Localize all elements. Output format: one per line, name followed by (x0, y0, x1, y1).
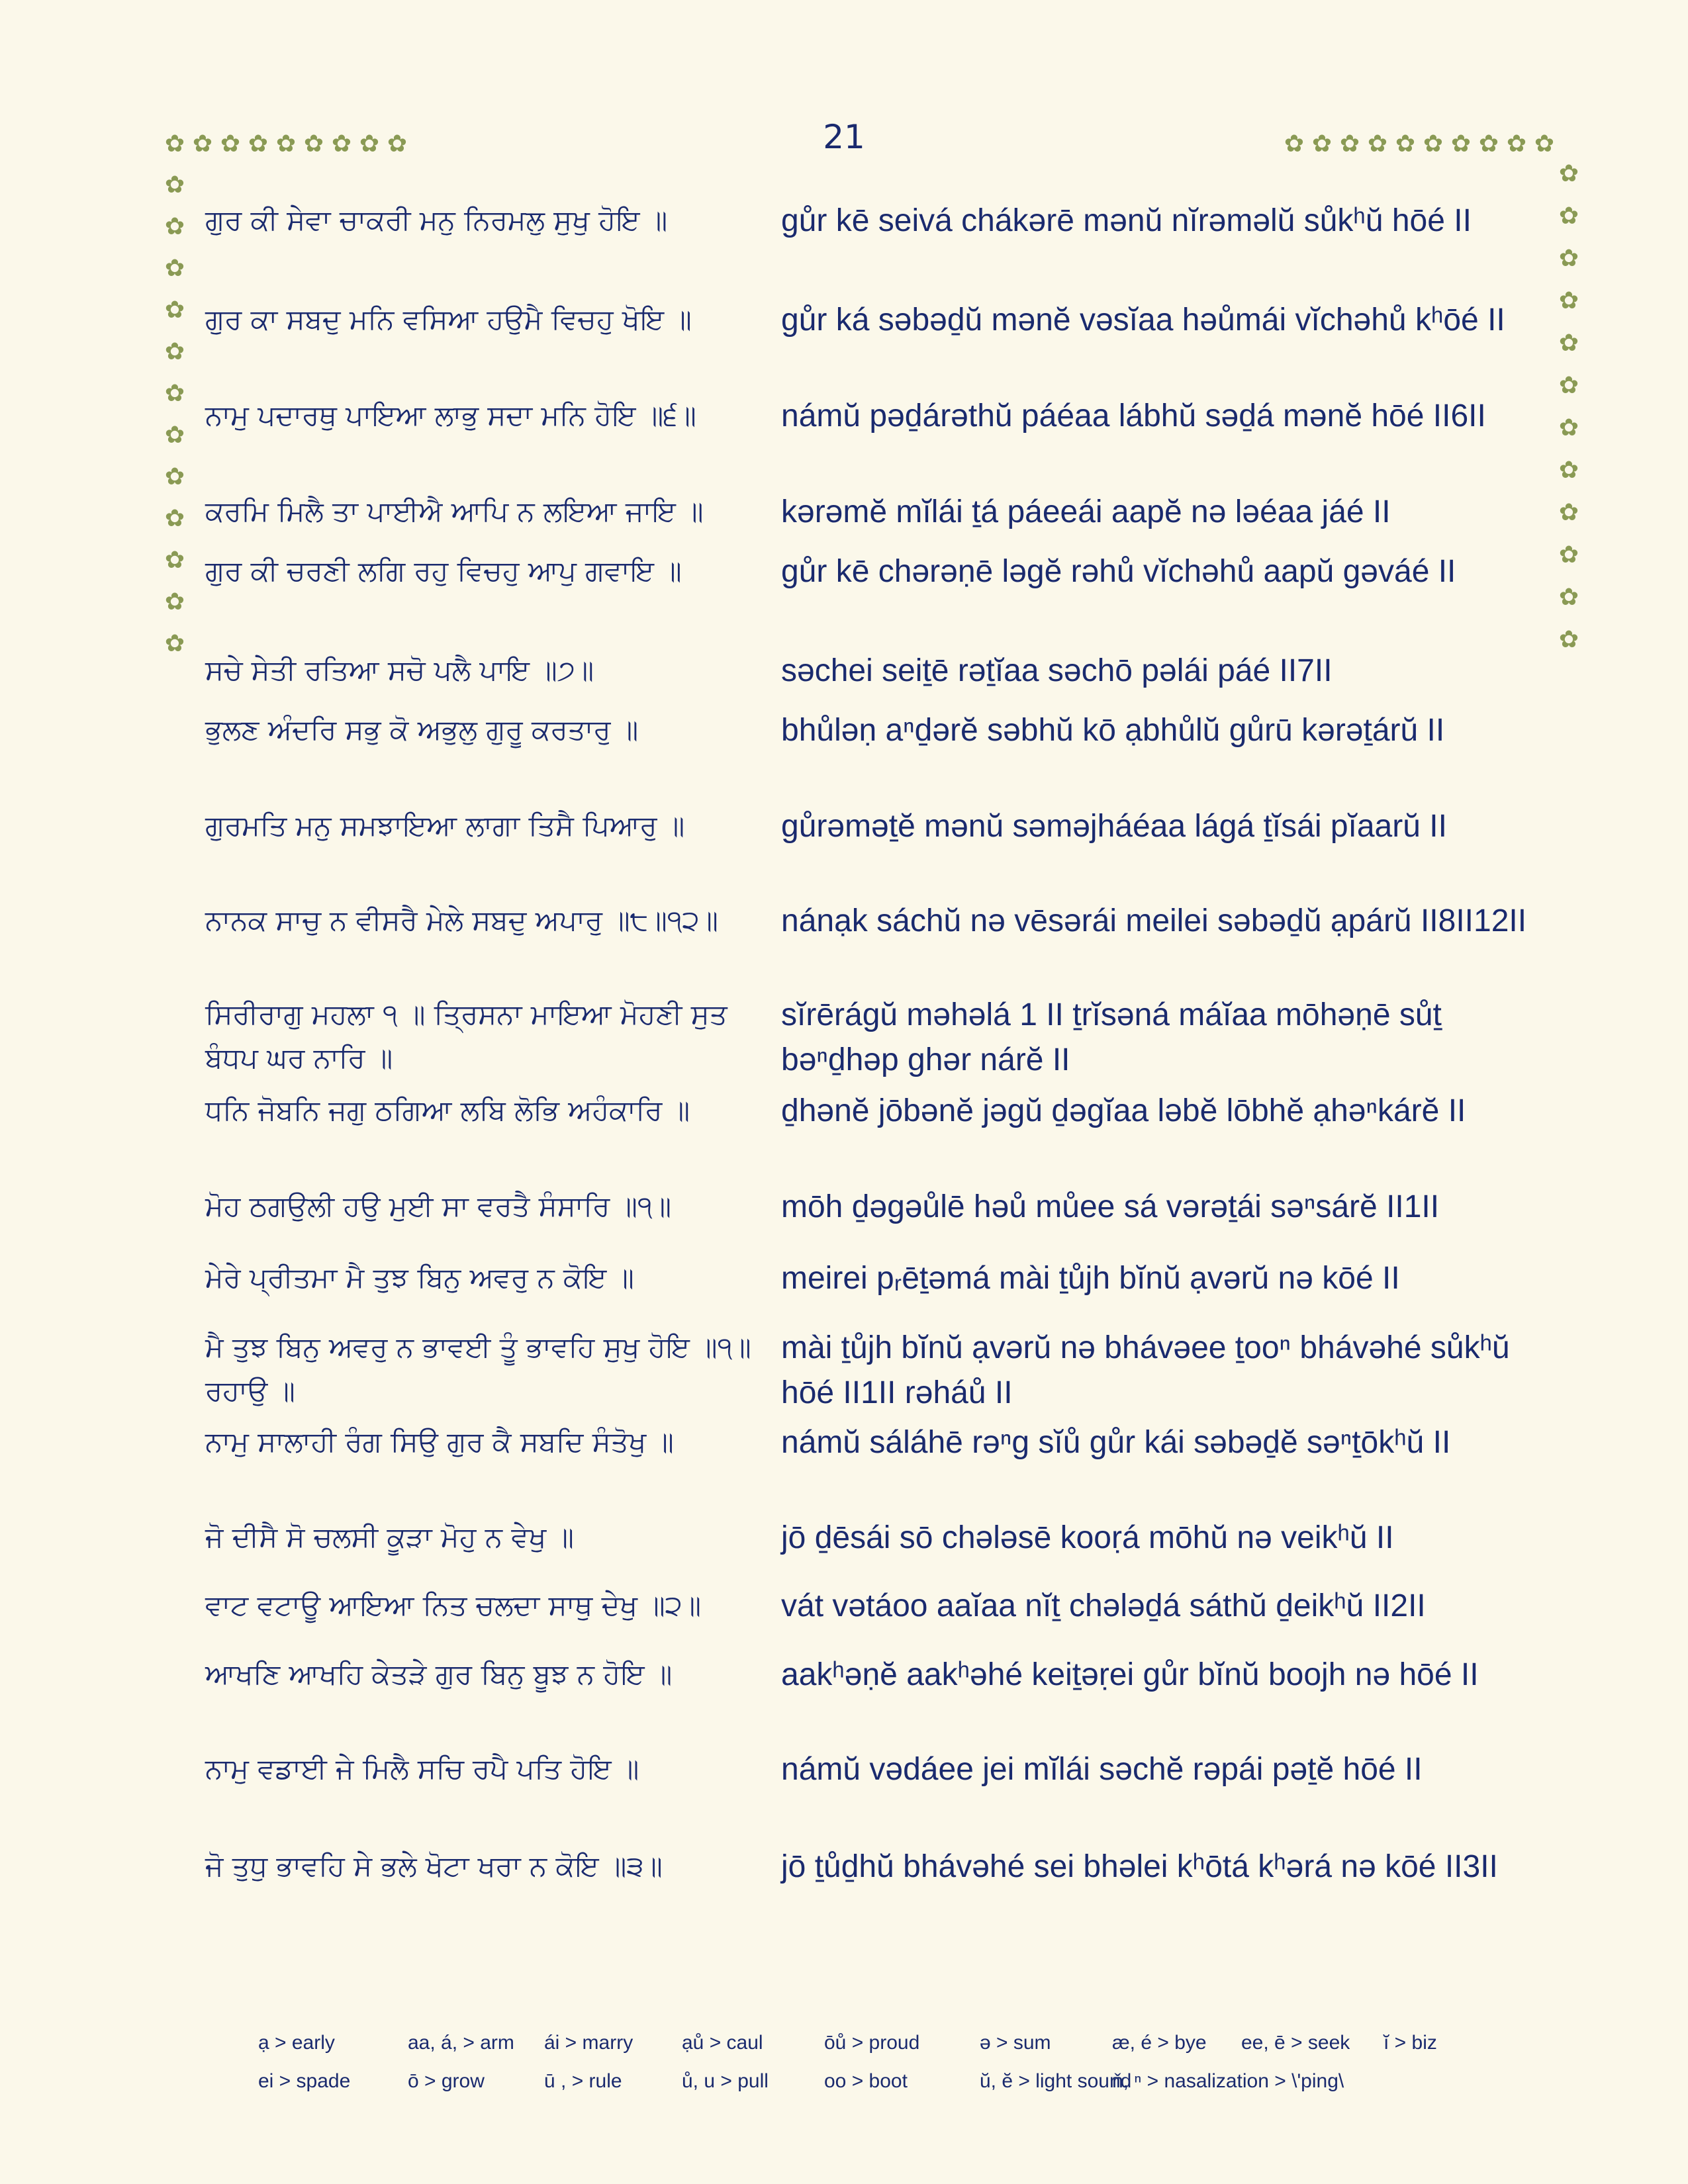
flower-ornament-icon: ✿ (275, 130, 297, 158)
transliteration-line: səchei seiṯē rəṯĭaa səchō pəlái páé II7II (781, 653, 1333, 688)
legend-item: æ, é > bye (1112, 2032, 1207, 2054)
transliteration-line: námŭ pəḏárəthŭ páéaa lábhŭ səḏá mənĕ hōé II6II (781, 398, 1486, 433)
gurmukhi-line: ਜੋ ਤੁਧੁ ਭਾਵਹਿ ਸੇ ਭਲੇ ਖੋਟਾ ਖਰਾ ਨ ਕੋਇ ॥੩॥ (205, 1850, 663, 1882)
flower-ornament-icon: ✿ (303, 130, 324, 158)
gurmukhi-line: ਗੁਰ ਕੀ ਚਰਣੀ ਲਗਿ ਰਹੁ ਵਿਚਹੁ ਆਪੁ ਗਵਾਇ ॥ (205, 555, 682, 587)
gurmukhi-line: ਸਿਰੀਰਾਗੁ ਮਹਲਾ ੧ ॥ ਤ੍ਰਿਸਨਾ ਮਾਇਆ ਮੋਹਣੀ ਸੁਤ ਬੰਧਪ ਘਰ ਨਾਰਿ ॥ (205, 998, 727, 1074)
transliteration-line: gůr kē chərəṇē ləgĕ rəhů vĭchəhů aapŭ gəváé II (781, 554, 1456, 589)
gurmukhi-line: ਮੈ ਤੁਝ ਬਿਨੁ ਅਵਰੁ ਨ ਭਾਵਈ ਤੂੰ ਭਾਵਹਿ ਸੁਖੁ ਹੋਇ ॥੧॥ ਰਹਾਉ ॥ (205, 1331, 751, 1407)
gurmukhi-line: ਕਰਮਿ ਮਿਲੈ ਤਾ ਪਾਈਐ ਆਪਿ ਨ ਲਇਆ ਜਾਇ ॥ (205, 495, 704, 527)
flower-ornament-icon: ✿ (164, 463, 185, 490)
flower-ornament-icon: ✿ (1506, 130, 1527, 158)
transliteration-line: ḏhənĕ jōbənĕ jəgŭ ḏəgĭaa ləbĕ lōbhĕ ạhəⁿkárĕ II (781, 1093, 1466, 1128)
flower-ornament-icon: ✿ (164, 255, 185, 282)
transliteration-line: sĭrērágŭ məhəlá 1 II ṯrĭsəná máĭaa mōhəṇē sůṯ bəⁿḏhəp ghər nárĕ II (781, 997, 1442, 1077)
gurmukhi-line: ਨਾਮੁ ਪਦਾਰਥੁ ਪਾਇਆ ਲਾਭੁ ਸਦਾ ਮਨਿ ਹੋਇ ॥੬॥ (205, 399, 696, 432)
transliteration-line: jō ṯůḏhŭ bhávəhé sei bhəlei kʰōtá kʰərá nə kōé II3II (781, 1849, 1498, 1884)
flower-ornament-icon: ✿ (1558, 372, 1579, 399)
legend-item: ə > sum (980, 2032, 1051, 2054)
flower-ornament-icon: ✿ (164, 422, 185, 449)
gurmukhi-line: ਮੇਰੇ ਪ੍ਰੀਤਮਾ ਮੈ ਤੁਝ ਬਿਨੁ ਅਵਰੁ ਨ ਕੋਇ ॥ (205, 1261, 634, 1294)
flower-ornament-icon: ✿ (164, 588, 185, 615)
legend-item: aa, á, > arm (408, 2032, 514, 2054)
page-number: 21 (823, 118, 865, 156)
transliteration-line: aakʰəṇĕ aakʰəhé keiṯəṛei gůr bĭnŭ boojh nə hōé II (781, 1657, 1479, 1692)
flower-ornament-icon: ✿ (1478, 130, 1499, 158)
legend-item: ň, ⁿ > nasalization > \'ping\ (1112, 2070, 1344, 2092)
gurmukhi-line: ਆਖਣਿ ਆਖਹਿ ਕੇਤੜੇ ਗੁਰ ਬਿਨੁ ਬੂਝ ਨ ਹੋਇ ॥ (205, 1658, 673, 1690)
legend-item: ái > marry (544, 2032, 633, 2054)
flower-ornament-icon: ✿ (1450, 130, 1472, 158)
flower-ornament-icon: ✿ (164, 505, 185, 532)
flower-ornament-icon: ✿ (1558, 414, 1579, 441)
flower-ornament-icon: ✿ (164, 547, 185, 574)
legend-item: ei > spade (258, 2070, 351, 2092)
legend-item: ee, ē > seek (1241, 2032, 1350, 2054)
gurmukhi-line: ਨਾਮੁ ਸਾਲਾਹੀ ਰੰਗ ਸਿਉ ਗੁਰ ਕੈ ਸਬਦਿ ਸੰਤੋਖੁ ॥ (205, 1426, 674, 1458)
gurmukhi-line: ਜੋ ਦੀਸੈ ਸੋ ਚਲਸੀ ਕੂੜਾ ਮੋਹੁ ਨ ਵੇਖੁ ॥ (205, 1521, 574, 1553)
gurmukhi-line: ਮੋਹ ਠਗਉਲੀ ਹਉ ਮੁਈ ਸਾ ਵਰਤੈ ਸੰਸਾਰਿ ॥੧॥ (205, 1190, 672, 1222)
flower-ornament-icon: ✿ (1558, 160, 1579, 187)
transliteration-line: meirei pᵣēṯəmá mài ṯůjh bĭnŭ ạvərŭ nə kōé II (781, 1261, 1400, 1296)
flower-ornament-icon: ✿ (1558, 330, 1579, 357)
legend-item: ŭ, ĕ > light sound (980, 2070, 1132, 2092)
flower-ornament-icon: ✿ (164, 338, 185, 365)
flower-ornament-icon: ✿ (1558, 457, 1579, 484)
transliteration-line: vát vətáoo aaĭaa nĭṯ chələḏá sáthŭ ḏeikʰŭ II2II (781, 1588, 1426, 1623)
flower-ornament-icon: ✿ (1423, 130, 1444, 158)
gurmukhi-line: ਨਾਮੁ ਵਡਾਈ ਜੇ ਮਿਲੈ ਸਚਿ ਰਪੈ ਪਤਿ ਹੋਇ ॥ (205, 1752, 639, 1785)
legend-item: ạ > early (258, 2032, 335, 2054)
legend-item: ĭ > biz (1383, 2032, 1437, 2054)
flower-ornament-icon: ✿ (164, 630, 185, 657)
flower-ornament-icon: ✿ (1558, 287, 1579, 314)
transliteration-line: gůrəməṯĕ mənŭ səməjháéaa lágá ṯĭsái pĭaarŭ II (781, 809, 1447, 844)
transliteration-line: jō ḏēsái sō chələsē kooṛá mōhŭ nə veikʰŭ II (781, 1520, 1394, 1555)
flower-ornament-icon: ✿ (331, 130, 352, 158)
legend-item: ů, u > pull (682, 2070, 769, 2092)
pronunciation-legend (258, 2032, 1516, 2118)
legend-item: ū , > rule (544, 2070, 622, 2092)
flower-ornament-icon: ✿ (1558, 499, 1579, 526)
transliteration-line: mōh ḏəgəůlē həů můee sá vərəṯái səⁿsárĕ II1II (781, 1189, 1440, 1224)
gurmukhi-line: ਗੁਰ ਕਾ ਸਬਦੁ ਮਨਿ ਵਸਿਆ ਹਉਮੈ ਵਿਚਹੁ ਖੋਇ ॥ (205, 303, 692, 336)
flower-ornament-icon: ✿ (1558, 541, 1579, 569)
transliteration-line: námŭ sáláhē rəⁿg sĭů gůr kái səbəḏĕ səⁿṯōkʰŭ II (781, 1425, 1451, 1460)
flower-ornament-icon: ✿ (164, 213, 185, 240)
flower-ornament-icon: ✿ (387, 130, 408, 158)
transliteration-line: gůr ká səbəḏŭ mənĕ vəsĭaa həůmái vĭchəhů kʰōé II (781, 302, 1505, 338)
flower-ornament-icon: ✿ (1558, 245, 1579, 272)
gurmukhi-line: ਧਨਿ ਜੋਬਨਿ ਜਗੁ ਠਗਿਆ ਲਬਿ ਲੋਭਿ ਅਹੰਕਾਰਿ ॥ (205, 1094, 690, 1126)
flower-ornament-icon: ✿ (1558, 203, 1579, 230)
flower-ornament-icon: ✿ (164, 171, 185, 199)
flower-ornament-icon: ✿ (220, 130, 241, 158)
transliteration-line: námŭ vədáee jei mĭlái səchĕ rəpái pəṯĕ hōé II (781, 1752, 1423, 1787)
flower-ornament-icon: ✿ (1534, 130, 1555, 158)
gurmukhi-line: ਨਾਨਕ ਸਾਚੁ ਨ ਵੀਸਰੈ ਮੇਲੇ ਸਬਦੁ ਅਪਾਰੁ ॥੮॥੧੨॥ (205, 904, 718, 936)
transliteration-line: gůr kē seivá chákərē mənŭ nĭrəməlŭ sůkʰŭ hōé II (781, 203, 1472, 238)
transliteration-line: kərəmĕ mĭlái ṯá páeeái aapĕ nə ləéaa jáé II (781, 494, 1391, 529)
flower-ornament-icon: ✿ (1395, 130, 1416, 158)
flower-ornament-icon: ✿ (1284, 130, 1305, 158)
flower-ornament-icon: ✿ (359, 130, 380, 158)
gurmukhi-line: ਗੁਰਮਤਿ ਮਨੁ ਸਮਝਾਇਆ ਲਾਗਾ ਤਿਸੈ ਪਿਆਰੁ ॥ (205, 809, 685, 842)
flower-ornament-icon: ✿ (192, 130, 213, 158)
flower-ornament-icon: ✿ (1558, 584, 1579, 611)
legend-item: ō > grow (408, 2070, 485, 2092)
flower-ornament-icon: ✿ (1339, 130, 1360, 158)
transliteration-line: mài ṯůjh bĭnŭ ạvərŭ nə bhávəee ṯooⁿ bhávəhé sůkʰŭ hōé II1II rəháů II (781, 1330, 1510, 1410)
transliteration-line: nánạk sáchŭ nə vēsərái meilei səbəḏŭ ạpárŭ II8II12II (781, 903, 1527, 938)
legend-item: oo > boot (824, 2070, 908, 2092)
gurmukhi-line: ਵਾਟ ਵਟਾਊ ਆਇਆ ਨਿਤ ਚਲਦਾ ਸਾਥੁ ਦੇਖੁ ॥੨॥ (205, 1589, 702, 1621)
gurmukhi-line: ਭੁਲਣ ਅੰਦਰਿ ਸਭੁ ਕੋ ਅਭੁਲੁ ਗੁਰੂ ਕਰਤਾਰੁ ॥ (205, 713, 639, 746)
legend-item: ōů > proud (824, 2032, 920, 2054)
flower-ornament-icon: ✿ (164, 380, 185, 407)
gurmukhi-line: ਸਚੇ ਸੇਤੀ ਰਤਿਆ ਸਚੋ ਪਲੈ ਪਾਇ ॥੭॥ (205, 654, 594, 686)
transliteration-line: bhůləṇ aⁿḏərĕ səbhŭ kō ạbhůlŭ gůrū kərəṯárŭ II (781, 713, 1445, 748)
flower-ornament-icon: ✿ (164, 130, 185, 158)
flower-ornament-icon: ✿ (1558, 626, 1579, 653)
flower-ornament-icon: ✿ (248, 130, 269, 158)
legend-item: ạů > caul (682, 2032, 763, 2054)
gurmukhi-line: ਗੁਰ ਕੀ ਸੇਵਾ ਚਾਕਰੀ ਮਨੁ ਨਿਰਮਲੁ ਸੁਖੁ ਹੋਇ ॥ (205, 204, 668, 236)
flower-ornament-icon: ✿ (1367, 130, 1388, 158)
flower-ornament-icon: ✿ (164, 296, 185, 324)
flower-ornament-icon: ✿ (1311, 130, 1333, 158)
